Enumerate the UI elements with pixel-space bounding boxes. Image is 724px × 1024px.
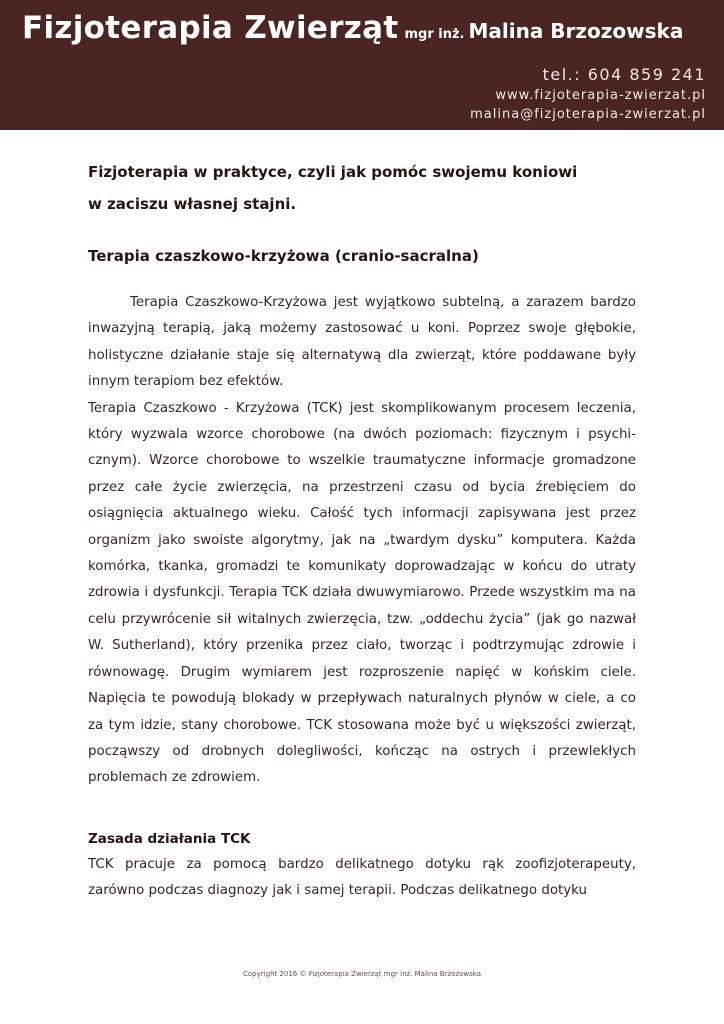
contact-website: www.fizjoterapia-zwierzat.pl (495, 88, 706, 103)
section-title: Terapia czaszkowo-krzyżowa (cranio-sacralna) (88, 247, 479, 265)
paragraph-intro: Terapia Czaszkowo-Krzyżowa jest wyjątkowo subtelną, a zarazem bardzo inwazyjną terapią, jaką możemy zastosować u koni. Poprzez swoje głębokie, holistyczne działanie staje się alternatywą dla zwierząt, które poddawane były innym terapiom bez efektów. (88, 295, 636, 390)
brand-author: Malina Brzozowska (468, 19, 684, 43)
subheading: Zasada działania TCK (88, 830, 251, 847)
page-header (0, 0, 724, 130)
brand-title: Fizjoterapia Zwierząt (22, 10, 399, 46)
brand (22, 10, 683, 46)
article-headline-line1: Fizjoterapia w praktyce, czyli jak pomóc swojemu koniowi (88, 163, 578, 181)
contact-phone: tel.: 604 859 241 (542, 65, 706, 84)
paragraph-main: Terapia Czaszkowo - Krzyżowa (TCK) jest skomplikowanym procesem leczenia, który wyzwala wzorce chorobowe (na dwóch poziomach: fizycznym i psychicznym). Wzorce chorobowe to wszelkie traumatyczne informacje gromadzone przez całe życie zwierzęcia, na przestrzeni czasu od bycia źrebięciem do osiągnięcia aktualnego wieku. Całość tych informacji zapisywana jest przez organizm jako swoiste algorytmy, jak na „twardym dysku” komputera. Każda komórka, tkanka, gromadzi te komunikaty doprowadzając w końcu do utraty zdrowia i dysfunkcji. Terapia TCK działa dwuwymiarowo. Przede wszystkim ma na celu przywrócenie sił witalnych zwierzęcia, tzw. „oddechu życia” (jak go nazwał W. Sutherland), który przenika przez ciało, tworząc i podtrzymując zdrowie i równowagę. Drugim wymiarem jest rozproszenie napięć w końskim ciele. Napięcia te powodują blokady w przepływach naturalnych płynów w ciele, a co za tym idzie, stany chorobowe. TCK stosowana może być u większości zwierząt, począwszy od drobnych dolegliwości, kończąc na ostrych i przewlekłych problemach ze zdrowiem. (88, 400, 636, 786)
article (88, 156, 636, 905)
contact-block (470, 64, 706, 124)
brand-degree: mgr inż. (404, 27, 465, 42)
article-headline (88, 156, 636, 220)
contact-email: malina@fizjoterapia-zwierzat.pl (470, 107, 706, 122)
article-headline-line2: w zaciszu własnej stajni. (88, 195, 297, 213)
page-footer: Copyright 2016 © Fizjoterapia Zwierząt mgr inż. Malina Brzozowska (243, 970, 481, 978)
paragraph-principle: TCK pracuje za pomocą bardzo delikatnego dotyku rąk zoofizjoterapeuty, zarówno podczas diagnozy jak i samej terapii. Podczas delikatnego dotyku (88, 856, 636, 899)
